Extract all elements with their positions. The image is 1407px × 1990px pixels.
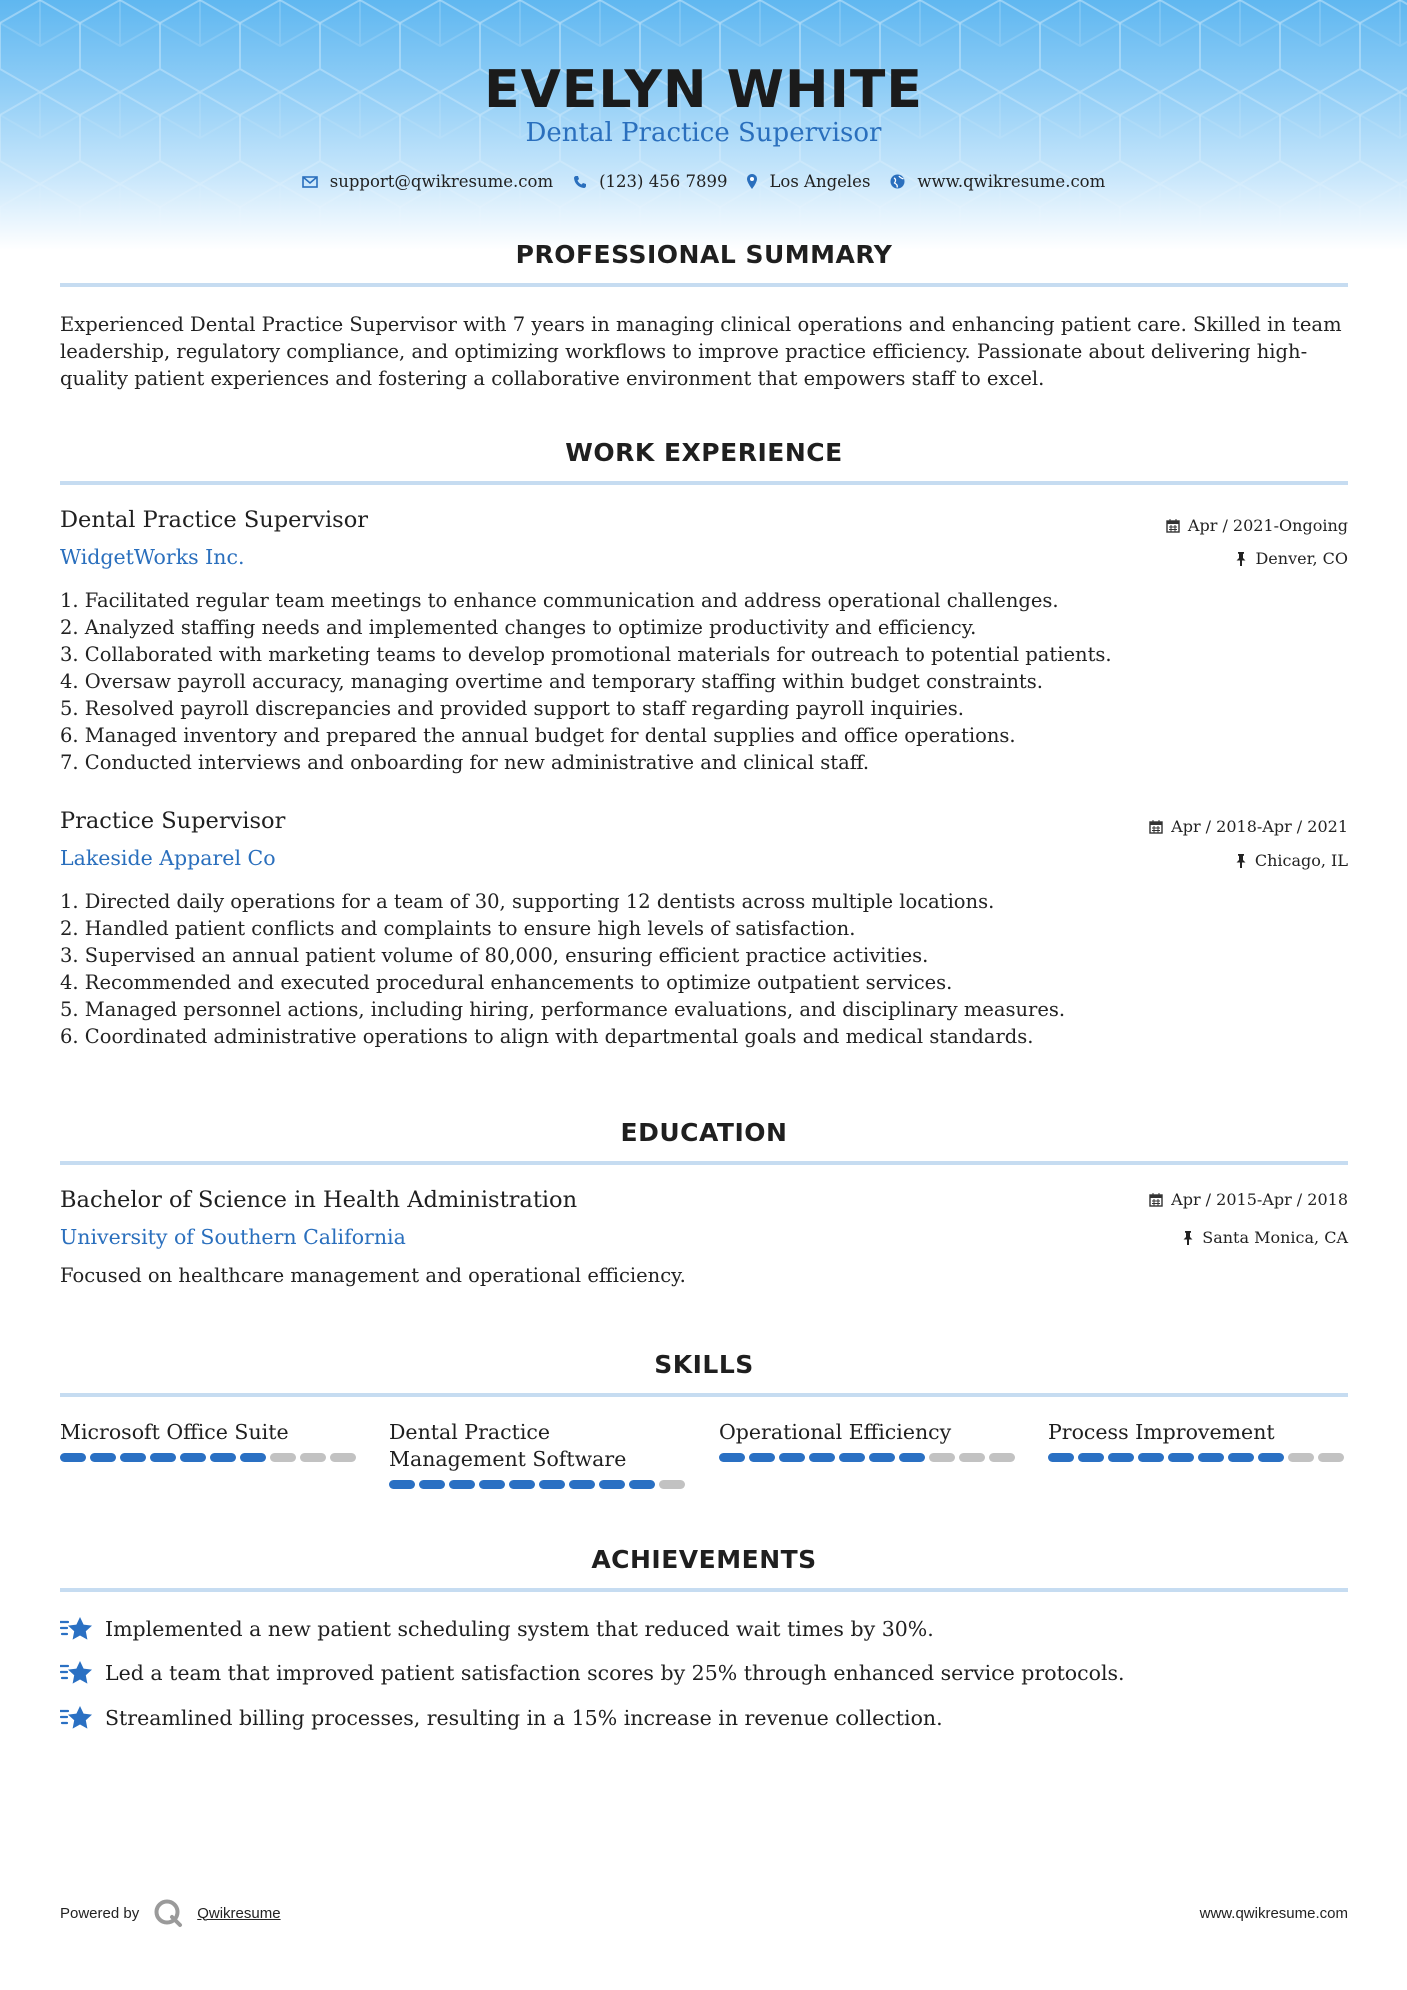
school-name: University of Southern California — [60, 1225, 406, 1249]
job-responsibilities — [60, 888, 1350, 1050]
skill-segment-filled — [1078, 1453, 1104, 1462]
pushpin-icon — [1235, 854, 1247, 868]
skill-segment-filled — [1258, 1453, 1284, 1462]
skill-segment-filled — [839, 1453, 865, 1462]
job-dates-text: Apr / 2021-Ongoing — [1187, 516, 1348, 535]
skill-segment-filled — [869, 1453, 895, 1462]
achievement-item — [60, 1660, 1125, 1686]
list-item: 1. Directed daily operations for a team of 30, supporting 12 dentists across multiple locations. — [60, 890, 995, 913]
skill-segment-filled — [599, 1480, 625, 1489]
calendar-icon — [1149, 820, 1163, 834]
skill-segment-filled — [180, 1453, 206, 1462]
skill-level-bar — [1048, 1453, 1348, 1462]
skill-level-bar — [389, 1480, 689, 1489]
footer-branding — [60, 1898, 281, 1928]
job-dates — [1149, 817, 1348, 836]
skills-heading: SKILLS — [654, 1350, 754, 1379]
education-description: Focused on healthcare management and operational efficiency. — [60, 1264, 686, 1287]
skill-segment-filled — [90, 1453, 116, 1462]
skill-segment-filled — [749, 1453, 775, 1462]
skill-segment-filled — [539, 1480, 565, 1489]
skill-segment-filled — [1108, 1453, 1134, 1462]
skill-item — [1048, 1419, 1348, 1462]
skill-segment-filled — [479, 1480, 505, 1489]
skill-segment-filled — [809, 1453, 835, 1462]
candidate-title: Dental Practice Supervisor — [525, 118, 882, 148]
skill-segment-filled — [509, 1480, 535, 1489]
skill-segment-filled — [899, 1453, 925, 1462]
job-location — [1235, 549, 1348, 568]
phone-text: (123) 456 7899 — [599, 172, 728, 191]
skill-segment-filled — [60, 1453, 86, 1462]
summary-divider — [60, 283, 1348, 287]
star-achievement-icon — [60, 1705, 93, 1731]
skill-segment-empty — [659, 1480, 685, 1489]
job-dates — [1166, 516, 1348, 535]
contact-bar — [0, 172, 1407, 191]
education-heading: EDUCATION — [620, 1118, 788, 1147]
candidate-name: EVELYN WHITE — [484, 60, 923, 120]
skill-segment-filled — [1048, 1453, 1074, 1462]
list-item: 5. Resolved payroll discrepancies and provided support to staff regarding payroll inquiries. — [60, 697, 964, 720]
achievement-item — [60, 1705, 943, 1731]
skill-segment-filled — [1168, 1453, 1194, 1462]
skill-segment-empty — [929, 1453, 955, 1462]
job-responsibilities — [60, 587, 1350, 776]
skill-segment-filled — [629, 1480, 655, 1489]
powered-by-label: Powered by — [60, 1904, 140, 1922]
company-name: Lakeside Apparel Co — [60, 846, 276, 870]
footer-website[interactable]: www.qwikresume.com — [1199, 1905, 1348, 1922]
skill-name: Process Improvement — [1048, 1420, 1275, 1444]
list-item: 6. Managed inventory and prepared the annual budget for dental supplies and office operations. — [60, 724, 1016, 747]
skill-segment-empty — [330, 1453, 356, 1462]
skill-item — [60, 1419, 360, 1462]
education-location — [1182, 1228, 1348, 1247]
skill-segment-empty — [1288, 1453, 1314, 1462]
skill-level-bar — [719, 1453, 1019, 1462]
experience-divider — [60, 481, 1348, 485]
skill-segment-empty — [989, 1453, 1015, 1462]
skill-item — [719, 1419, 1019, 1462]
company-name: WidgetWorks Inc. — [60, 545, 245, 569]
skill-name: Dental Practice Management Software — [389, 1420, 627, 1471]
achievement-text: Streamlined billing processes, resulting in a 15% increase in revenue collection. — [105, 1706, 943, 1730]
list-item: 4. Oversaw payroll accuracy, managing overtime and temporary staffing within budget constraints. — [60, 670, 1043, 693]
skill-segment-filled — [120, 1453, 146, 1462]
list-item: 3. Supervised an annual patient volume of 80,000, ensuring efficient practice activities. — [60, 944, 929, 967]
education-dates — [1149, 1190, 1348, 1209]
education-location-text: Santa Monica, CA — [1202, 1228, 1348, 1247]
skill-segment-empty — [1318, 1453, 1344, 1462]
phone-icon — [573, 175, 587, 189]
list-item: 5. Managed personnel actions, including hiring, performance evaluations, and disciplinary measures. — [60, 998, 1066, 1021]
job-location-text: Chicago, IL — [1254, 851, 1348, 870]
map-pin-icon — [747, 174, 757, 189]
achievement-text: Implemented a new patient scheduling system that reduced wait times by 30%. — [105, 1617, 934, 1641]
skill-item — [389, 1419, 689, 1489]
degree-title: Bachelor of Science in Health Administration — [60, 1187, 578, 1213]
location-text: Los Angeles — [769, 172, 871, 191]
job-dates-text: Apr / 2018-Apr / 2021 — [1171, 817, 1348, 836]
skill-segment-filled — [419, 1480, 445, 1489]
envelope-icon — [302, 176, 318, 188]
achievement-text: Led a team that improved patient satisfaction scores by 25% through enhanced service protocols. — [105, 1661, 1125, 1685]
skill-segment-filled — [779, 1453, 805, 1462]
experience-heading: WORK EXPERIENCE — [565, 438, 843, 467]
contact-email[interactable] — [302, 172, 553, 191]
list-item: 2. Analyzed staffing needs and implemented changes to optimize productivity and efficiency. — [60, 616, 977, 639]
job-title: Practice Supervisor — [60, 808, 286, 834]
skill-segment-filled — [1198, 1453, 1224, 1462]
skill-segment-filled — [389, 1480, 415, 1489]
skill-level-bar — [60, 1453, 360, 1462]
star-achievement-icon — [60, 1616, 93, 1642]
job-location-text: Denver, CO — [1255, 549, 1348, 568]
qwikresume-link[interactable]: Qwikresume — [197, 1904, 281, 1922]
website-text: www.qwikresume.com — [917, 172, 1106, 191]
skill-segment-filled — [1228, 1453, 1254, 1462]
list-item: 7. Conducted interviews and onboarding for new administrative and clinical staff. — [60, 751, 870, 774]
skill-segment-filled — [210, 1453, 236, 1462]
skill-segment-filled — [240, 1453, 266, 1462]
job-location — [1235, 851, 1348, 870]
skill-segment-empty — [959, 1453, 985, 1462]
pushpin-icon — [1235, 552, 1247, 566]
list-item: 6. Coordinated administrative operations to align with departmental goals and medical standards. — [60, 1025, 1034, 1048]
pushpin-icon — [1182, 1231, 1194, 1245]
skill-segment-filled — [1138, 1453, 1164, 1462]
summary-text: Experienced Dental Practice Supervisor with 7 years in managing clinical operations and enhancing patient care. Skilled in team leadership, regulatory compliance, and optimizing workflows to improve practice efficiency. Passionate about delivering high-quality patient experiences and fostering a collaborative environment that empowers staff to excel. — [60, 313, 1342, 390]
list-item: 4. Recommended and executed procedural enhancements to optimize outpatient services. — [60, 971, 953, 994]
list-item: 3. Collaborated with marketing teams to develop promotional materials for outreach to potential patients. — [60, 643, 1112, 666]
education-dates-text: Apr / 2015-Apr / 2018 — [1171, 1190, 1348, 1209]
qwikresume-logo-icon — [153, 1898, 183, 1928]
achievements-divider — [60, 1588, 1348, 1592]
contact-location — [747, 172, 870, 191]
globe-icon — [890, 174, 905, 189]
achievement-item — [60, 1616, 934, 1642]
skill-segment-filled — [719, 1453, 745, 1462]
summary-heading: PROFESSIONAL SUMMARY — [515, 240, 893, 269]
skill-segment-filled — [150, 1453, 176, 1462]
contact-phone[interactable] — [573, 172, 727, 191]
skill-segment-empty — [300, 1453, 326, 1462]
skill-segment-empty — [270, 1453, 296, 1462]
email-text: support@qwikresume.com — [329, 172, 554, 191]
list-item: 2. Handled patient conflicts and complaints to ensure high levels of satisfaction. — [60, 917, 856, 940]
calendar-icon — [1149, 1193, 1163, 1207]
achievements-heading: ACHIEVEMENTS — [591, 1545, 817, 1574]
skill-name: Microsoft Office Suite — [60, 1420, 289, 1444]
education-divider — [60, 1161, 1348, 1165]
calendar-icon — [1166, 519, 1180, 533]
job-title: Dental Practice Supervisor — [60, 507, 369, 533]
skill-segment-filled — [569, 1480, 595, 1489]
skill-name: Operational Efficiency — [719, 1420, 952, 1444]
skills-divider — [60, 1393, 1348, 1397]
star-achievement-icon — [60, 1660, 93, 1686]
skill-segment-filled — [449, 1480, 475, 1489]
contact-website[interactable] — [890, 172, 1105, 191]
list-item: 1. Facilitated regular team meetings to enhance communication and address operational challenges. — [60, 589, 1059, 612]
